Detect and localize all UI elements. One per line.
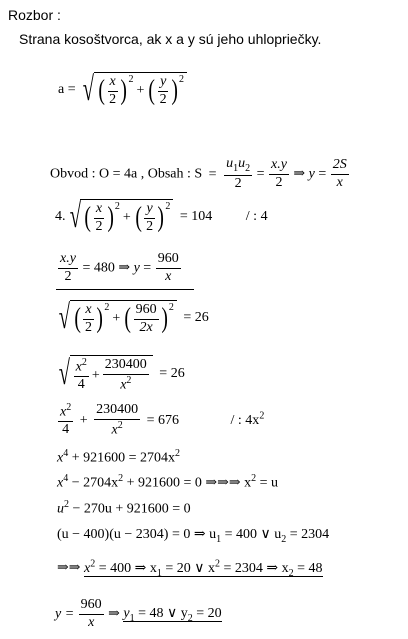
equation-factored-u: (u − 400)(u − 2304) = 0 ⇒ $u_1 = 400$ ∨ $u_2 = 2304$ xyxy=(57,527,330,545)
separator-line xyxy=(56,289,194,290)
equation-x-solutions: ⇒⇒ $x^2 = 400$ ⇒ $x_1 = 20$ ∨ $x^2 = 2304$ ⇒ $x_2 = 48$ xyxy=(57,558,323,579)
equation-perimeter-area: Obvod : O = 4a , Obsah : S = $\frac{u_1u_2}{2}$ = $\frac{x.y}{2}$ ⇒ y = $\frac{2S}{x}$ xyxy=(50,156,347,192)
equation-quartic-1: $x^4 + 921600 = 2704x^2$ xyxy=(57,448,181,466)
equation-y-solutions: y = $\frac{960}{x}$ ⇒ $y_1 = 48$ ∨ $y_2 = 20$ xyxy=(55,597,222,630)
heading: Rozbor : xyxy=(8,7,61,23)
eq1-lhs: a = xyxy=(58,81,76,97)
equation-substitution-26: √ ( $\frac{x}{2}$ ) $^2$ + ( $\frac{960}{2x}$ ) $^2$ = 26 xyxy=(58,298,209,336)
equation-perimeter-104: 4. √ ( $\frac{x}{2}$ ) $^2$ + ( $\frac{y}{2}$ ) $^2$ = 104 / : 4 xyxy=(55,197,268,235)
sqrt-symbol: √ ( $\frac{x}{2}$ ) $^2$ + ( $\frac{y}{2}$ ) $^2$ xyxy=(79,72,187,107)
problem-statement: Strana kosoštvorca, ak x a y sú jeho uhlopriečky. xyxy=(19,31,322,47)
equation-side-formula xyxy=(58,72,187,107)
equation-squared-676: $\frac{x^2}{4}$ + $\frac{230400}{x^2}$ = 676 / : $4x^2$ xyxy=(60,402,265,438)
equation-quartic-2: $x^4 - 2704x^2 + 921600 = 0$ ⇒⇒⇒ $x^2 = u$ xyxy=(57,473,279,491)
equation-area-480: $\frac{x.y}{2}$ = 480 ⇒ y = $\frac{960}{x}$ xyxy=(60,251,179,284)
equation-simplified-26: √ $\frac{x^2}{4}$ + $\frac{230400}{x^2}$ = 26 xyxy=(58,355,185,393)
equation-quadratic-u: $u^2 - 270u + 921600 = 0$ xyxy=(57,499,191,517)
